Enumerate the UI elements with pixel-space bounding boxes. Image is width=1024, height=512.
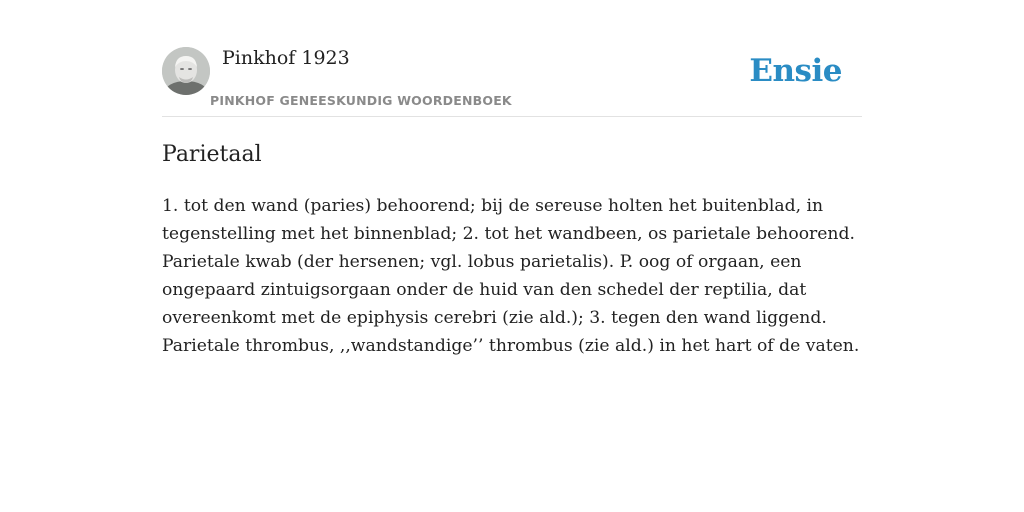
entry-title: Parietaal [162, 142, 262, 167]
definition-line: Parietale thrombus, ,,wandstandige’’ thrombus (zie ald.) in het hart of de vaten. [162, 336, 860, 356]
ensie-logo-link[interactable]: Ensie [749, 53, 842, 89]
source-title[interactable]: Pinkhof 1923 [222, 47, 350, 69]
author-avatar[interactable] [162, 47, 210, 95]
definition-line: ongepaard zintuigsorgaan onder de huid van den schedel der reptilia, dat [162, 280, 807, 300]
source-header [162, 46, 862, 117]
definition-line: Parietale kwab (der hersenen; vgl. lobus parietalis). P. oog of orgaan, een [162, 252, 802, 272]
definition-line: 1. tot den wand (paries) behoorend; bij de sereuse holten het buitenblad, in [162, 196, 824, 216]
portrait-icon [162, 47, 210, 95]
definition-line: tegenstelling met het binnenblad; 2. tot het wandbeen, os parietale behoorend. [162, 224, 855, 244]
source-subtitle[interactable]: PINKHOF GENEESKUNDIG WOORDENBOEK [210, 93, 512, 108]
entry-definition [162, 192, 862, 360]
definition-line: overeenkomt met de epiphysis cerebri (zie ald.); 3. tegen den wand liggend. [162, 308, 827, 328]
